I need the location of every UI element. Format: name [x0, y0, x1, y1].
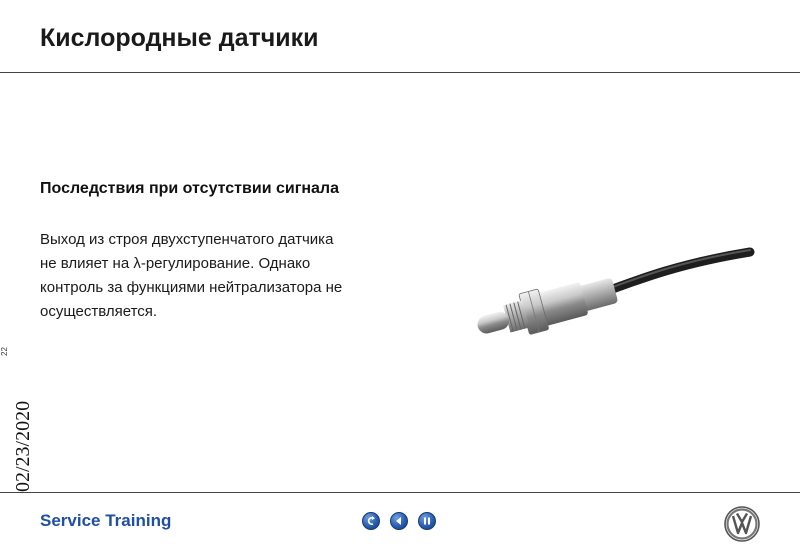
title-divider — [0, 72, 800, 73]
body-line: Выход из строя двухступенчатого датчика — [40, 231, 334, 248]
slide-navigation — [362, 512, 436, 530]
footer-brand: Service Training — [40, 511, 172, 530]
vw-logo-icon — [724, 506, 760, 542]
slide-date: 02/23/2020 — [12, 400, 34, 492]
pause-icon — [421, 515, 433, 527]
pause-button[interactable] — [418, 512, 436, 530]
footer-divider — [0, 492, 800, 493]
body-text — [40, 228, 440, 324]
slide-title: Кислородные датчики — [40, 24, 319, 52]
body-line: контроль за функциями нейтрализатора не — [40, 279, 343, 296]
body-line: осуществляется. — [40, 303, 158, 320]
body-line: не влияет на λ-регулирование. Однако — [40, 255, 311, 272]
page-number: 22 — [0, 347, 9, 356]
oxygen-sensor-image — [462, 238, 762, 378]
return-button[interactable] — [362, 512, 380, 530]
return-icon — [365, 515, 377, 527]
previous-icon — [393, 515, 405, 527]
previous-button[interactable] — [390, 512, 408, 530]
section-heading: Последствия при отсутствии сигнала — [40, 180, 339, 197]
